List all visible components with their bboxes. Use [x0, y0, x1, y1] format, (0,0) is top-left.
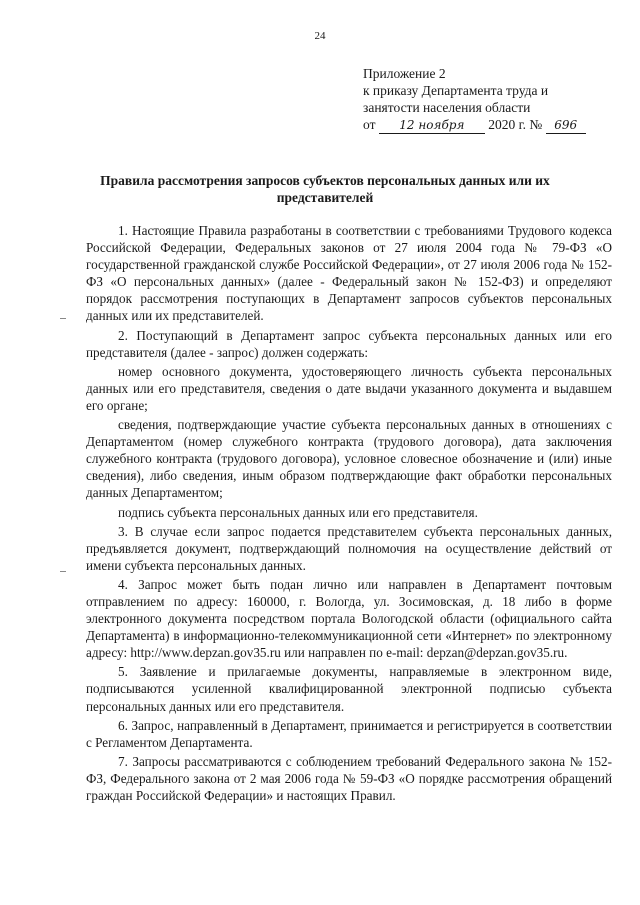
document-title: Правила рассмотрения запросов субъектов персональных данных или их представителей — [100, 173, 550, 205]
paragraph-4: 4. Запрос может быть подан лично или направлен в Департамент почтовым отправлением по адресу: 160000, г. Вологда, ул. Зосимовская, д. 18 либо в форме электронного документа посредством портала Вологодской области (официального сайта Департамента) в информационно-телекоммуникационной сети «Интернет» по электронному адресу: http://www.depzan.gov35.ru или направлен по e-mail: depzan@depzan.gov35.ru. — [86, 576, 612, 661]
date-prefix: от — [363, 117, 376, 132]
appendix-title: Приложение 2 — [363, 66, 446, 81]
year-text: 2020 г. № — [488, 117, 543, 132]
appendix-order-line: к приказу Департамента труда и — [363, 83, 549, 98]
appendix-date-line — [363, 116, 623, 134]
paragraph-5: 5. Заявление и прилагаемые документы, направляемые в электронном виде, подписываются усиленной квалифицированной электронной подписью субъекта персональных данных или его представителя. — [86, 664, 612, 714]
appendix-block — [363, 65, 623, 134]
paragraph-1: 1. Настоящие Правила разработаны в соответствии с требованиями Трудового кодекса Российской Федерации, Федеральных законов от 27 июля 2004 года № 79-ФЗ «О государственной гражданской службе Российской Федерации», от 27 июля 2006 года № 152-ФЗ «О персональных данных» (далее - Федеральный закон № 152-ФЗ) и определяют порядок рассмотрения поступающих в Департамент запросов субъектов персональных данных или их представителей. — [86, 223, 612, 324]
document-body — [86, 222, 612, 806]
paragraph-7: 7. Запросы рассматриваются с соблюдением требований Федерального закона № 152-ФЗ, Федерального закона от 2 мая 2006 года № 59-ФЗ «О порядке рассмотрения обращений граждан Российской Федерации» и настоящих Правил. — [86, 753, 612, 803]
paragraph-2-item-2: сведения, подтверждающие участие субъекта персональных данных в отношениях с Департаментом (номер служебного контракта (трудового договора), дата заключения служебного контракта (трудового договора), условное словесное обозначение и (или) иные сведения), либо сведения, иным образом подтверждающие факт обработки персональных данных Департаментом; — [86, 417, 612, 501]
handwritten-date: 12 ноября — [379, 118, 485, 134]
page-number: 24 — [314, 30, 326, 42]
handwritten-order-number: 696 — [546, 118, 586, 134]
paragraph-2: 2. Поступающий в Департамент запрос субъекта персональных данных или его представителя (далее - запрос) должен содержать: — [86, 327, 612, 360]
paragraph-2-item-3: подпись субъекта персональных данных или его представителя. — [118, 504, 478, 520]
paragraph-3: 3. В случае если запрос подается представителем субъекта персональных данных, предъявляется документ, подтверждающий полномочия на осуществление действий от имени субъекта персональных данных. — [86, 523, 612, 573]
appendix-department-line: занятости населения области — [363, 100, 531, 115]
paragraph-2-item-1: номер основного документа, удостоверяющего личность субъекта персональных данных или его представителя, сведения о дате выдачи указанного документа и выдавшем его органе; — [86, 363, 612, 413]
margin-mark — [60, 318, 66, 319]
margin-mark — [60, 571, 66, 572]
paragraph-6: 6. Запрос, направленный в Департамент, принимается и регистрируется в соответствии с Регламентом Департамента. — [86, 717, 612, 750]
